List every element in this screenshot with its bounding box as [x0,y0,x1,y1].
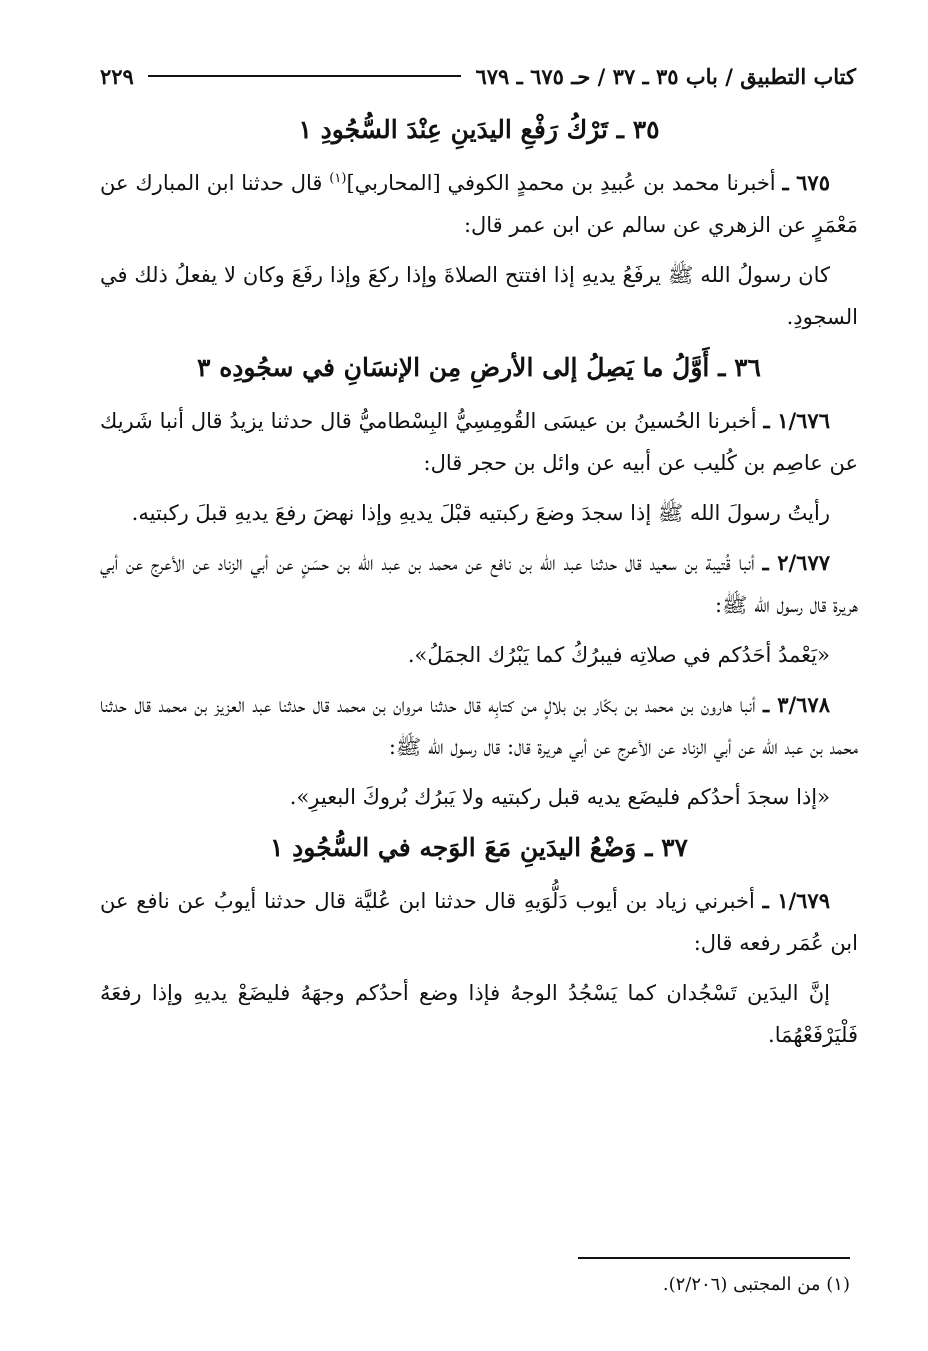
header-title: كتاب التطبيق / باب ٣٥ ـ ٣٧ / حـ ٦٧٥ ـ ٦٧٩ [475,63,856,89]
chapter-heading-35: ٣٥ ـ تَرْكُ رَفْعِ اليدَينِ عِنْدَ السُّجُودِ ١ [298,115,660,144]
isnad-text: أنبا قُتيبة بن سعيد قال حدثنا عبد الله بن نافع عن محمد بن عبد الله بن حسَنٍ عن أبي الزناد عن الأعرج عن أبي هريرة قال رسول الله ﷺ: [100,551,858,617]
hadith-679-text: إنَّ اليدَين تَسْجُدان كما يَسْجُدُ الوجهُ فإذا وضع أحدُكم وجهَهُ فليضَعْ يديهِ وإذا رفعَهُ فَلْيَرْفَعْهُمَا. [100,981,858,1047]
footnote: (١) من المجتبى (٢/٢٠٦). [662,1274,850,1295]
isnad-text: أخبرنا الحُسينُ بن عيسَى القُومِسِيُّ البِسْطاميُّ قال حدثنا يزيدُ قال أنبا شَريك عن عاصِم بن كُليب عن أبيه عن وائل بن حجر قال: [100,409,858,475]
header-rule [148,75,462,77]
footnote-marker[interactable]: (١) [329,171,347,186]
hadith-676-text: رأيتُ رسولَ الله ﷺ إذا سجدَ وضعَ ركبتيه قبْلَ يديهِ وإذا نهضَ رفعَ يديهِ قبلَ ركبتيه. [131,501,830,525]
running-header [100,56,856,96]
page-content [100,108,858,1064]
hadith-number: ٣/٦٧٨ ـ [763,692,830,717]
isnad-text: أخبرني زياد بن أيوب دَلُّوَيهِ قال حدثنا ابن عُليَّة قال حدثنا أيوبُ عن نافع عن ابن عُمَر رفعه قال: [100,889,858,955]
hadith-677-isnad [100,542,858,626]
isnad-text: أنبا هارون بن محمد بن بكّار بن بلالٍ من كتابِه قال حدثنا مروان بن محمد قال حدثنا عبد العزيز بن محمد قال حدثنا محمد بن عبد الله عن أبي الزناد عن الأعرج عن أبي هريرة قال: قال رسول الله ﷺ: [100,693,858,759]
chapter-heading-36: ٣٦ ـ أَوَّلُ ما يَصِلُ إلى الأرضِ مِن الإنسَانِ في سجُودِه ٣ [197,353,761,382]
isnad-text: أخبرنا محمد بن عُبيدِ بن محمدٍ الكوفي [المحاربي] [346,171,776,195]
hadith-675-text: كان رسولُ الله ﷺ يرفَعُ يديهِ إذا افتتح الصلاةَ وإذا ركعَ وإذا رفَعَ وكان لا يفعلُ ذلك في السجودِ. [100,263,858,329]
hadith-678-isnad [100,684,858,768]
isnad-text-continued: قال حدثنا ابن المبارك عن مَعْمَرٍ عن الزهري عن سالم عن ابن عمر قال: [100,171,858,237]
hadith-676-isnad [100,400,858,484]
hadith-number: ٦٧٥ ـ [782,170,830,195]
hadith-675-isnad [100,162,858,246]
hadith-number: ١/٦٧٦ ـ [763,408,830,433]
footnote-divider [578,1257,850,1259]
hadith-679-isnad [100,880,858,964]
hadith-677-text: «يَعْمدُ أحَدُكم في صلاتِه فيبرُكُ كما يَبْرُك الجمَلُ». [407,643,830,667]
hadith-number: ٢/٦٧٧ ـ [762,550,831,575]
hadith-number: ١/٦٧٩ ـ [762,888,830,913]
chapter-heading-37: ٣٧ ـ وَضْعُ اليدَينِ مَعَ الوَجه في السُّجُودِ ١ [270,833,688,862]
page-number: ٢٢٩ [100,63,134,89]
hadith-678-text: «إذا سجدَ أحدُكم فليضَع يديه قبل ركبتيه ولا يَبرُك بُروكَ البعيرِ». [289,785,830,809]
